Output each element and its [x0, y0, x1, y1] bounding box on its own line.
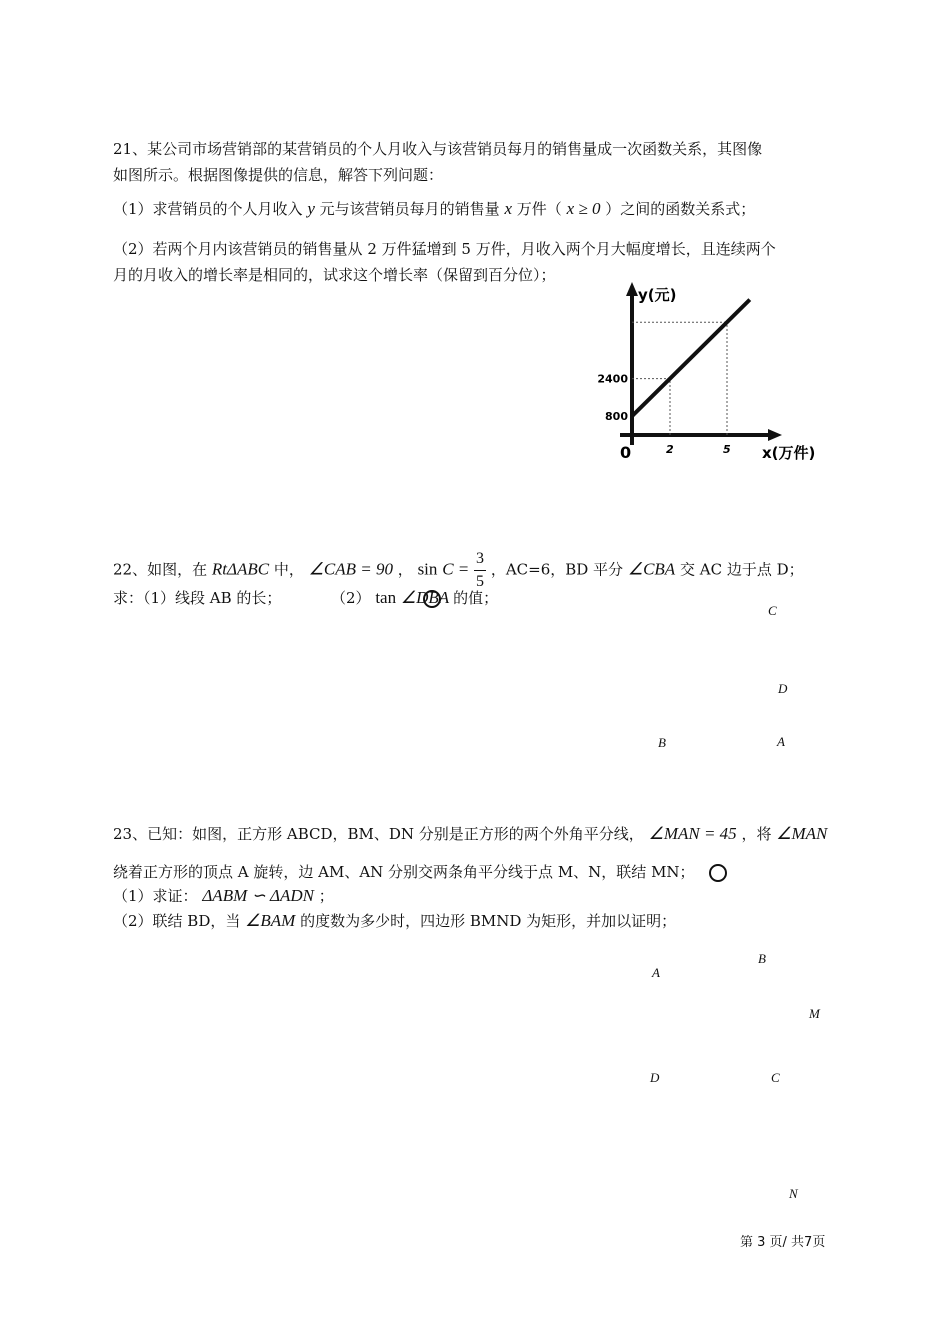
q22-point-b: B — [658, 735, 666, 750]
q21-var-y: y — [307, 199, 315, 218]
y-tick-label-800: 800 — [605, 410, 628, 424]
x-axis-label: x(万件) — [762, 444, 816, 462]
q22-sin: sin — [417, 559, 438, 579]
q23-angle-man-2: ∠MAN — [776, 824, 828, 843]
circle-mark-icon — [423, 590, 441, 608]
q23-part2 — [113, 911, 676, 931]
series-line — [632, 300, 750, 417]
q22-line2-text-c: 的值； — [453, 589, 499, 607]
q22-sin-c: C = — [442, 559, 470, 579]
q22-text-a: 22、如图，在 — [113, 560, 208, 579]
q21-line1: 21、某公司市场营销部的某营销员的个人月收入与该营销员每月的销售量成一次函数关系，其图像 — [113, 140, 763, 158]
q21-line2: 如图所示。根据图像提供的信息，解答下列问题： — [113, 166, 444, 184]
q23-line1 — [113, 824, 827, 844]
q22-point-c: C — [768, 603, 777, 618]
q23-point-m: M — [809, 1006, 820, 1021]
q22-line2-text-b: （2） — [331, 589, 371, 607]
q23-point-n: N — [789, 1186, 798, 1201]
q21-part1-text-a: （1）求营销员的个人月收入 — [113, 200, 303, 218]
q23-line2 — [113, 862, 727, 882]
q22-rt-abc: RtΔABC — [211, 559, 270, 579]
q23-part2-text-b: 的度数为多少时，四边形 BMND 为矩形，并加以证明； — [300, 912, 677, 930]
q23-angle-man: ∠MAN = 45 — [648, 824, 737, 843]
y-axis-arrow — [626, 282, 638, 296]
origin-label: 0 — [620, 443, 632, 462]
q21-graph — [590, 280, 840, 470]
y-axis-label: y(元) — [638, 286, 677, 304]
q23-point-c: C — [771, 1070, 780, 1085]
q23-point-d: D — [650, 1070, 660, 1085]
q22-line1 — [113, 548, 804, 593]
q21-part1-text-d: ）之间的函数关系式； — [605, 200, 756, 218]
q22-point-d: D — [778, 681, 788, 696]
q23-text-a: 23、已知：如图，正方形 ABCD，BM、DN 分别是正方形的两个外角平分线， — [113, 825, 644, 843]
q23-line2-text: 绕着正方形的顶点 A 旋转，边 AM、AN 分别交两条角平分线于点 M、N，联结 MN； — [113, 863, 695, 881]
q22-point-a: A — [777, 734, 785, 749]
q23-part1-text-a: （1）求证： — [113, 887, 198, 905]
q22-angle-cab: ∠CAB = 90 — [308, 559, 393, 579]
q23-point-a: A — [652, 965, 660, 980]
q23-similar: ΔABM ∽ ΔADN — [202, 886, 314, 905]
q22-text-e: 交 AC 边于点 D； — [679, 560, 804, 579]
q21-part2-line2: 月的月收入的增长率是相同的，试求这个增长率（保留到百分位）； — [113, 266, 556, 284]
q21-part1-text-b: 元与该营销员每月的销售量 — [319, 200, 500, 218]
q23-part1 — [113, 886, 334, 906]
circle-mark-icon — [709, 864, 727, 882]
q22-angle-cba: ∠CBA — [627, 559, 676, 579]
q22-line2-text-a: 求：（1）线段 AB 的长； — [113, 589, 282, 607]
x-tick-label-5: 5 — [723, 443, 731, 456]
q23-part2-text-a: （2）联结 BD，当 — [113, 912, 241, 930]
y-tick-label-2400: 2400 — [597, 372, 628, 386]
q22-line2 — [113, 588, 498, 608]
q23-point-b: B — [758, 951, 766, 966]
q23-angle-bam: ∠BAM — [245, 911, 296, 930]
q22-text-d: ，AC=6，BD 平分 — [490, 560, 624, 579]
q22-angle-dba — [401, 588, 453, 607]
q21-part1 — [113, 199, 755, 219]
x-tick-label-2: 2 — [666, 443, 674, 456]
q23-part1-text-b: ； — [318, 887, 334, 905]
q23-text-b: ，将 — [741, 825, 772, 843]
q22-angle-dba-text: ∠DBA — [400, 588, 449, 607]
q21-var-x: x — [504, 199, 512, 218]
q22-text-b: 中， — [273, 560, 304, 579]
q22-fraction — [474, 548, 486, 593]
q22-text-c: ， — [397, 560, 413, 579]
q22-tan: tan — [375, 588, 397, 607]
x-axis-arrow — [768, 429, 782, 441]
q22-fraction-denominator: 5 — [476, 573, 485, 590]
q21-condition: x ≥ 0 — [566, 199, 601, 218]
q22-fraction-numerator: 3 — [474, 548, 486, 571]
q21-part1-text-c: 万件（ — [516, 200, 562, 218]
q21-part2-line1: （2）若两个月内该营销员的销售量从 2 万件猛增到 5 万件，月收入两个月大幅度增长，且连续两个 — [113, 240, 776, 258]
page-footer: 第 3 页/ 共7页 — [740, 1235, 826, 1250]
